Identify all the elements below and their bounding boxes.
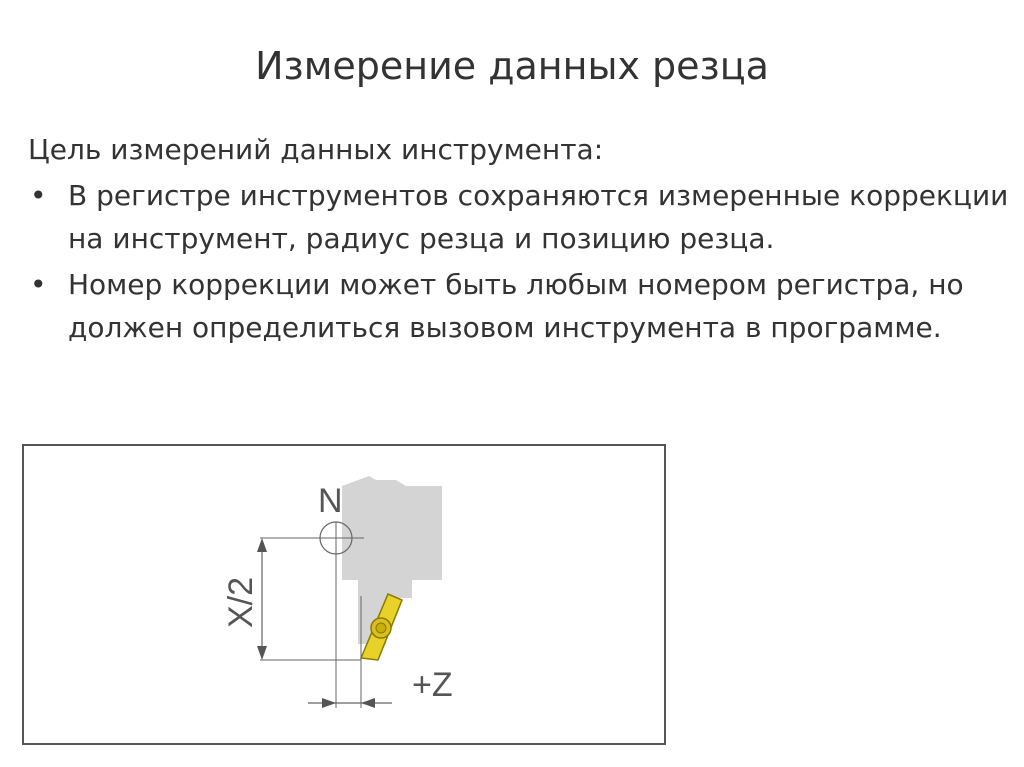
insert-screw-hole xyxy=(376,623,386,633)
bullet-item xyxy=(28,263,1018,349)
bullet-item xyxy=(28,174,1018,260)
z-arrow-left xyxy=(322,698,336,708)
z-arrow-right xyxy=(361,698,375,708)
slide-body xyxy=(28,128,1018,349)
bullet-dot: • xyxy=(30,179,47,212)
slide-title: Измерение данных резца xyxy=(255,44,769,88)
label-n: N xyxy=(318,482,343,520)
intro-text: Цель измерений данных инструмента: xyxy=(28,133,604,166)
label-x-half: X/2 xyxy=(222,576,260,628)
x-arrow-up xyxy=(257,538,267,552)
tool-measurement-diagram xyxy=(22,444,666,745)
diagram-svg xyxy=(24,446,664,743)
bullet-text: Номер коррекции может быть любым номером регистра, но должен определиться вызовом инструмента в программе. xyxy=(68,268,964,344)
bullet-dot: • xyxy=(30,268,47,301)
bullet-list xyxy=(28,174,1018,349)
x-arrow-down xyxy=(257,646,267,660)
label-plus-z: +Z xyxy=(412,666,453,704)
bullet-text: В регистре инструментов сохраняются измеренные коррекции на инструмент, радиус резца и позицию резца. xyxy=(68,179,1009,255)
